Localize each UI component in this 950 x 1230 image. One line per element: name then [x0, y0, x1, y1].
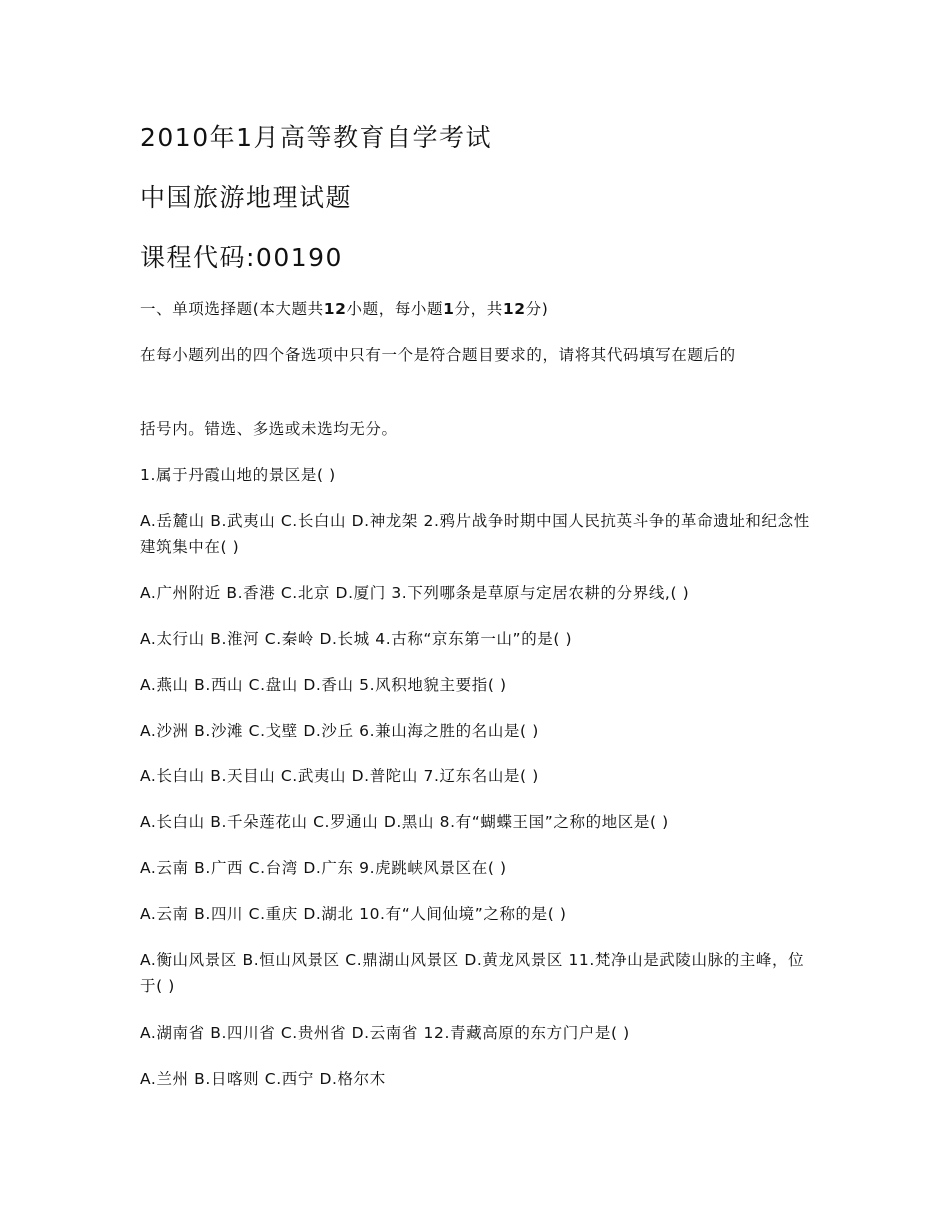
- question-line: A.沙洲 B.沙滩 C.戈壁 D.沙丘 6.兼山海之胜的名山是( ): [140, 722, 539, 740]
- section-points-each: 1: [443, 300, 455, 318]
- question-line: A.广州附近 B.香港 C.北京 D.厦门 3.下列哪条是草原与定居农耕的分界线,( ): [140, 584, 690, 602]
- question-line: A.岳麓山 B.武夷山 C.长白山 D.神龙架 2.鸦片战争时期中国人民抗英斗争的革命遗址和纪念性建筑集中在( ): [140, 512, 810, 556]
- section-total-questions: 12: [323, 300, 347, 318]
- question-line: 1.属于丹霞山地的景区是( ): [140, 466, 336, 484]
- section-total-points: 12: [502, 300, 526, 318]
- instruction-line: 括号内。错选、多选或未选均无分。: [140, 420, 398, 438]
- section-prefix: 一、单项选择题(本大题共: [140, 300, 324, 318]
- instruction-line: 在每小题列出的四个备选项中只有一个是符合题目要求的，请将其代码填写在题后的: [140, 346, 736, 364]
- course-code: 课程代码:00190: [140, 243, 343, 272]
- question-line: A.燕山 B.西山 C.盘山 D.香山 5.风积地貌主要指( ): [140, 676, 507, 694]
- section-suffix: 分): [525, 300, 549, 318]
- question-line: A.兰州 B.日喀则 C.西宁 D.格尔木: [140, 1070, 386, 1088]
- question-line: A.长白山 B.千朵莲花山 C.罗通山 D.黑山 8.有“蝴蝶王国”之称的地区是( ): [140, 813, 669, 831]
- question-line: A.云南 B.广西 C.台湾 D.广东 9.虎跳峡风景区在( ): [140, 859, 507, 877]
- question-line: A.湖南省 B.四川省 C.贵州省 D.云南省 12.青藏高原的东方门户是( ): [140, 1024, 630, 1042]
- section-mid2: 分，共: [454, 300, 503, 318]
- question-line: A.太行山 B.淮河 C.秦岭 D.长城 4.古称“京东第一山”的是( ): [140, 630, 573, 648]
- exam-title: 2010年1月高等教育自学考试: [140, 123, 493, 152]
- subject-title: 中国旅游地理试题: [140, 183, 353, 212]
- question-line: A.长白山 B.天目山 C.武夷山 D.普陀山 7.辽东名山是( ): [140, 767, 539, 785]
- section-mid1: 小题，每小题: [346, 300, 444, 318]
- question-line: A.云南 B.四川 C.重庆 D.湖北 10.有“人间仙境”之称的是( ): [140, 905, 567, 923]
- section-heading: [140, 296, 820, 322]
- question-line: A.衡山风景区 B.恒山风景区 C.鼎湖山风景区 D.黄龙风景区 11.梵净山是武陵山脉的主峰，位于( ): [140, 951, 805, 995]
